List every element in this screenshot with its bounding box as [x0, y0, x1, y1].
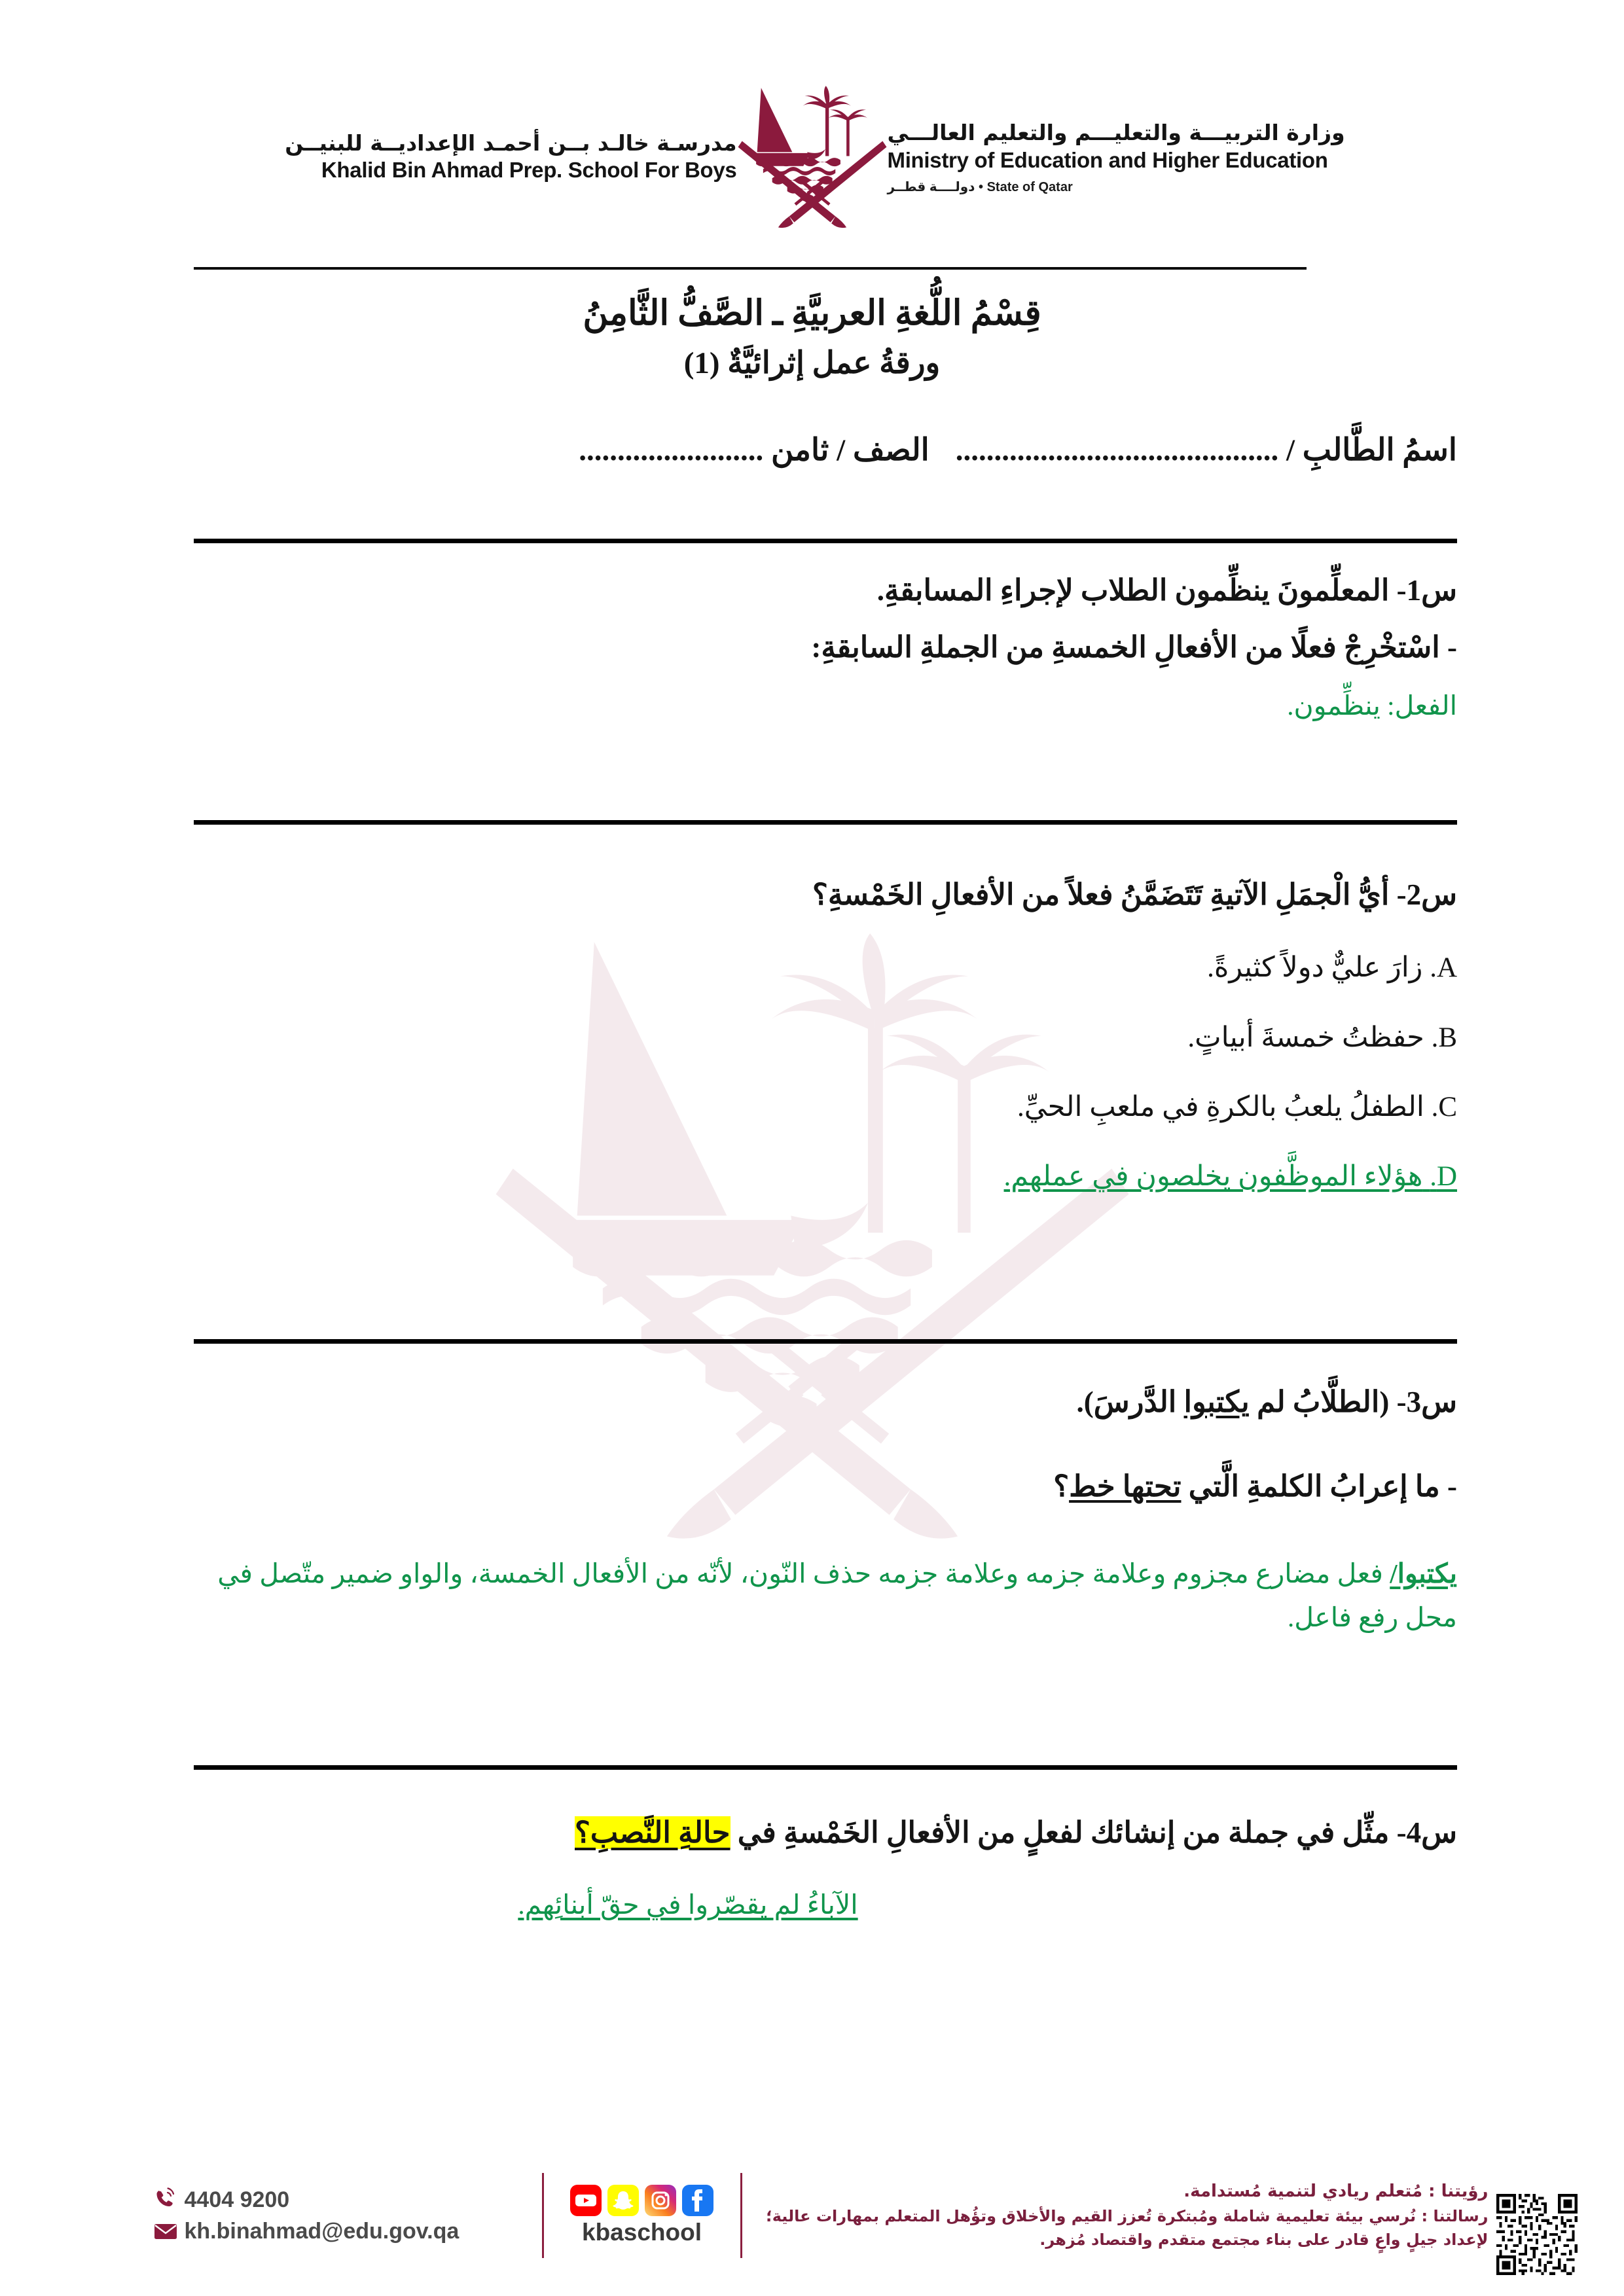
- q3-answer: [194, 1552, 1457, 1640]
- social-icon-row: [570, 2185, 713, 2216]
- instagram-icon[interactable]: [645, 2185, 676, 2216]
- footer-contact-block: [136, 2186, 542, 2246]
- q2-option-b[interactable]: B. حفظتُ خمسةَ أبياتٍ.: [1187, 1022, 1457, 1053]
- q4-stem-part-a: س4- مثِّل في جملة من إنشائك لفعلٍ من الأفعالِ الخَمْسةِ في: [730, 1816, 1457, 1849]
- school-block: [148, 130, 737, 185]
- ministry-name-en: Ministry of Education and Higher Education: [887, 147, 1328, 172]
- q3-instruction-part-a: - ما إعرابُ الكلمةِ الَّتي: [1181, 1470, 1457, 1503]
- phone-line[interactable]: [153, 2186, 542, 2214]
- footer-mission: رسالتنا : نُرسي بيئة تعليمية شاملة ومُبتكرة تُعزز القيم والأخلاق وتؤُهل المتعلم بمهارات عالية؛ لإعداد جيلٍ واعٍ قادر على بناء مجتمع متقدم واقتصاد مُزهر.: [766, 2206, 1489, 2249]
- state-separator: •: [979, 179, 984, 194]
- divider-before-q2: [194, 820, 1457, 825]
- q2-option-c[interactable]: C. الطفلُ يلعبُ بالكرةِ في ملعبِ الحيِّ.: [1017, 1091, 1457, 1122]
- q1-answer-prefix: الفعل:: [1380, 690, 1457, 721]
- q2-option-c-letter: C: [1438, 1091, 1457, 1122]
- question-1: [194, 569, 1457, 725]
- question-3: [194, 1381, 1457, 1640]
- q3-answer-word: يكتبوا/: [1390, 1558, 1457, 1588]
- ministry-name-ar: وزارة التربيـــة والتعليـــم والتعليم العالـــي: [887, 120, 1345, 146]
- phone-icon: [153, 2187, 178, 2212]
- snapchat-icon[interactable]: [607, 2185, 639, 2216]
- state-name-en: State of Qatar: [986, 179, 1073, 194]
- q2-option-d-text: هؤلاء الموظَّفون يخلصون في عملهم.: [1003, 1161, 1423, 1193]
- q4-highlighted-phrase: حالةِ النَّصبِ؟: [575, 1816, 731, 1849]
- title-group: [0, 288, 1624, 386]
- q2-option-c-text: الطفلُ يلعبُ بالكرةِ في ملعبِ الحيِّ.: [1017, 1091, 1424, 1122]
- facebook-icon[interactable]: [682, 2185, 713, 2216]
- state-line: [888, 179, 1451, 195]
- divider-before-q3: [194, 1339, 1457, 1344]
- state-name-ar: دولــــة قطــر: [887, 179, 975, 194]
- qr-code[interactable]: [1496, 2194, 1578, 2275]
- footer-social-block: [544, 2185, 740, 2246]
- q4-stem: [194, 1812, 1457, 1854]
- question-2: [194, 874, 1457, 1198]
- class-label: الصف / ثامن: [763, 433, 929, 467]
- q2-option-a[interactable]: A. زارَ عليٌّ دولاً كثيرةً.: [1207, 952, 1457, 984]
- footer-vision-mission: [742, 2179, 1489, 2251]
- page-subtitle: ورقةُ عمل إثرائيَّةٌ (1): [683, 346, 941, 380]
- email-icon: [153, 2219, 178, 2244]
- q2-option-a-text: زارَ عليٌّ دولاً كثيرةً.: [1207, 952, 1423, 984]
- page-title: قِسْمُ اللُّغةِ العربيَّةِ ـ الصَّفُّ الثَّامِنُ: [583, 295, 1041, 332]
- phone-number: 4404 9200: [184, 2187, 290, 2212]
- student-info-line: [194, 432, 1457, 468]
- ministry-block: [888, 119, 1477, 194]
- qatar-state-emblem-icon: [737, 75, 888, 239]
- social-handle: kbaschool: [582, 2219, 702, 2246]
- footer-divider-1: [740, 2173, 742, 2258]
- q2-stem: س2- أيُّ الْجمَلِ الآتيةِ تَتَضَمَّنُ فعلاً من الأفعالِ الخَمْسةِ؟: [812, 878, 1457, 911]
- email-address: kh.binahmad@edu.gov.qa: [184, 2219, 460, 2244]
- student-name-field[interactable]: ..........................................: [955, 433, 1279, 467]
- q1-answer-value: ينظِّمون.: [1287, 690, 1380, 721]
- school-name-ar: مدرسـة خالـد بــن أحمـد الإعداديــة للبنيــن: [285, 130, 737, 156]
- q2-option-b-text: حفظتُ خمسةَ أبياتٍ.: [1187, 1022, 1424, 1053]
- school-name-en: Khalid Bin Ahmad Prep. School For Boys: [321, 158, 737, 183]
- q4-answer: الآباءُ لم يقصّروا في حقّ أبنائِهم.: [518, 1890, 858, 1920]
- q3-underlined-word: يكتبوا: [1183, 1386, 1250, 1418]
- q1-instruction: - اسْتخْرِجْ فعلًا من الأفعالِ الخمسةِ من الجملةِ السابقةِ:: [811, 631, 1457, 664]
- q1-stem: س1- المعلِّمونَ ينظِّمون الطلاب لإجراءِ المسابقةِ.: [876, 574, 1457, 607]
- q3-instruction-underlined: تحتها خط: [1069, 1470, 1182, 1503]
- question-4: [194, 1812, 1457, 1928]
- email-line[interactable]: [153, 2217, 542, 2246]
- q3-instruction: [194, 1465, 1457, 1508]
- q1-answer: [194, 687, 1457, 725]
- q2-option-a-letter: A: [1436, 952, 1457, 984]
- q2-option-d-letter: D: [1436, 1161, 1457, 1193]
- divider-before-q1: [194, 539, 1457, 543]
- header-divider: [194, 267, 1307, 270]
- document-header: [0, 79, 1624, 236]
- q3-stem: [194, 1381, 1457, 1424]
- q3-stem-part-b: الدَّرسَ).: [1076, 1386, 1184, 1418]
- student-name-label: اسمُ الطَّالبِ /: [1278, 433, 1457, 467]
- q3-stem-part-a: س3- (الطلَّابُ لم: [1249, 1386, 1457, 1418]
- footer-vision: رؤيتنا : مُتعلم ريادي لتنمية مُستدامة.: [1183, 2181, 1489, 2202]
- class-field[interactable]: ........................: [579, 433, 764, 467]
- footer-divider-2: [542, 2173, 544, 2258]
- divider-before-q4: [194, 1765, 1457, 1770]
- youtube-icon[interactable]: [570, 2185, 602, 2216]
- q2-option-d[interactable]: D. هؤلاء الموظَّفون يخلصون في عملهم.: [1003, 1161, 1457, 1193]
- document-footer: [0, 2147, 1624, 2284]
- q2-option-b-letter: B: [1438, 1022, 1457, 1053]
- q3-answer-explanation: فعل مضارع مجزوم وعلامة جزمه وعلامة جزمه حذف النّون، لأنّه من الأفعال الخمسة، والواو ضمير متّصل في محل رفع فاعل.: [217, 1558, 1457, 1633]
- q3-instruction-part-b: ؟: [1053, 1470, 1070, 1503]
